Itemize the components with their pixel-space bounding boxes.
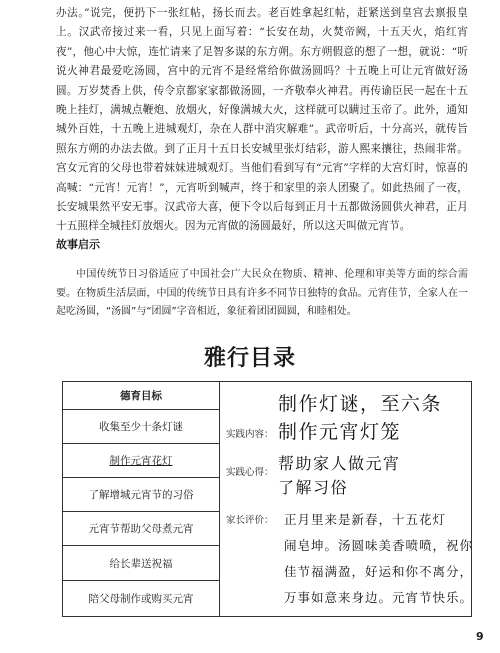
practice-record	[220, 382, 474, 616]
feeling-handwriting: 帮助家人做元宵 了解习俗	[278, 454, 401, 497]
parent-handwriting: 正月里来是新春，十五花灯 闹皂坤。汤圆味美香喷喷，祝你 佳节福满盈，好运和你不离分， 万事如意来身边。元宵节快乐。	[284, 512, 474, 605]
activity-table	[62, 381, 472, 617]
insight-text: 中国传统节日习俗适应了中国社会广大民众在物质、精神、伦理和审美等方面的综合需要。在物质生活层面，中国的传统节日具有许多不同节日独特的食品。元宵佳节，全家人在一起吃汤圆，“汤圆”与“团圆”字音相近，象征着团团圆圆，和睦相处。	[56, 269, 468, 318]
practice-handwriting: 制作灯谜，至六条 制作元宵灯笼	[278, 393, 443, 443]
goals-header: 德育目标	[63, 382, 219, 410]
goal-item: 陪父母制作或购买元宵	[88, 593, 194, 605]
goals-column	[63, 382, 220, 616]
practice-label: 实践内容：	[226, 429, 274, 440]
parent-label: 家长评价：	[226, 515, 274, 526]
page-number: 9	[476, 630, 484, 643]
story-text: 办法。”说完，便扔下一张红帖，扬长而去。老百姓拿起红帖，赶紧送到皇宫去禀报皇上。汉武帝接过来一看，只见上面写着：“长安在劫，火焚帝阙，十五天火，焰红宵夜”，他心中大惊，连忙请来了足智多谋的东方朔。东方朔假意的想了一想，就说：“听说火神君最爱吃汤圆，宫中的元宵不是经常给你做汤圆吗？十五晚上可让元宵做好汤圆。万岁焚香上供，传令京都家家都做汤圆，一齐敬奉火神君。再传谕臣民一起在十五晚上挂灯，满城点鞭炮、放烟火，好像满城大火，这样就可以瞒过玉帝了。此外，通知城外百姓，十五晚上进城观灯，杂在人群中消灾解难”。武帝听后，十分高兴，就传旨照东方朔的办法去做。到了正月十五日长安城里张灯结彩，游人熙来攘往，热闹非常。宫女元宵的父母也带着妹妹进城观灯。当他们看到写有“元宵”字样的大宫灯时，惊喜的高喊：“元宵！元宵！”，元宵听到喊声，终于和家里的亲人团聚了。如此热闹了一夜，长安城果然平安无事。汉武帝大喜，便下令以后每到正月十五都做汤圆供火神君，正月十五照样全城挂灯放烟火。因为元宵做的汤圆最好，所以这天叫做元宵节。	[56, 7, 468, 233]
page-title: 雅行目录	[203, 345, 296, 371]
goal-item: 收集至少十条灯谜	[63, 410, 219, 444]
goal-item: 制作元宵花灯	[63, 444, 219, 478]
insight-heading: 故事启示	[56, 238, 100, 251]
goal-item: 了解增城元宵节的习俗	[63, 478, 219, 512]
goal-item: 给长辈送祝福	[63, 546, 219, 581]
feeling-label: 实践心得：	[226, 467, 274, 478]
goal-item: 元宵节帮助父母煮元宵	[63, 512, 219, 546]
